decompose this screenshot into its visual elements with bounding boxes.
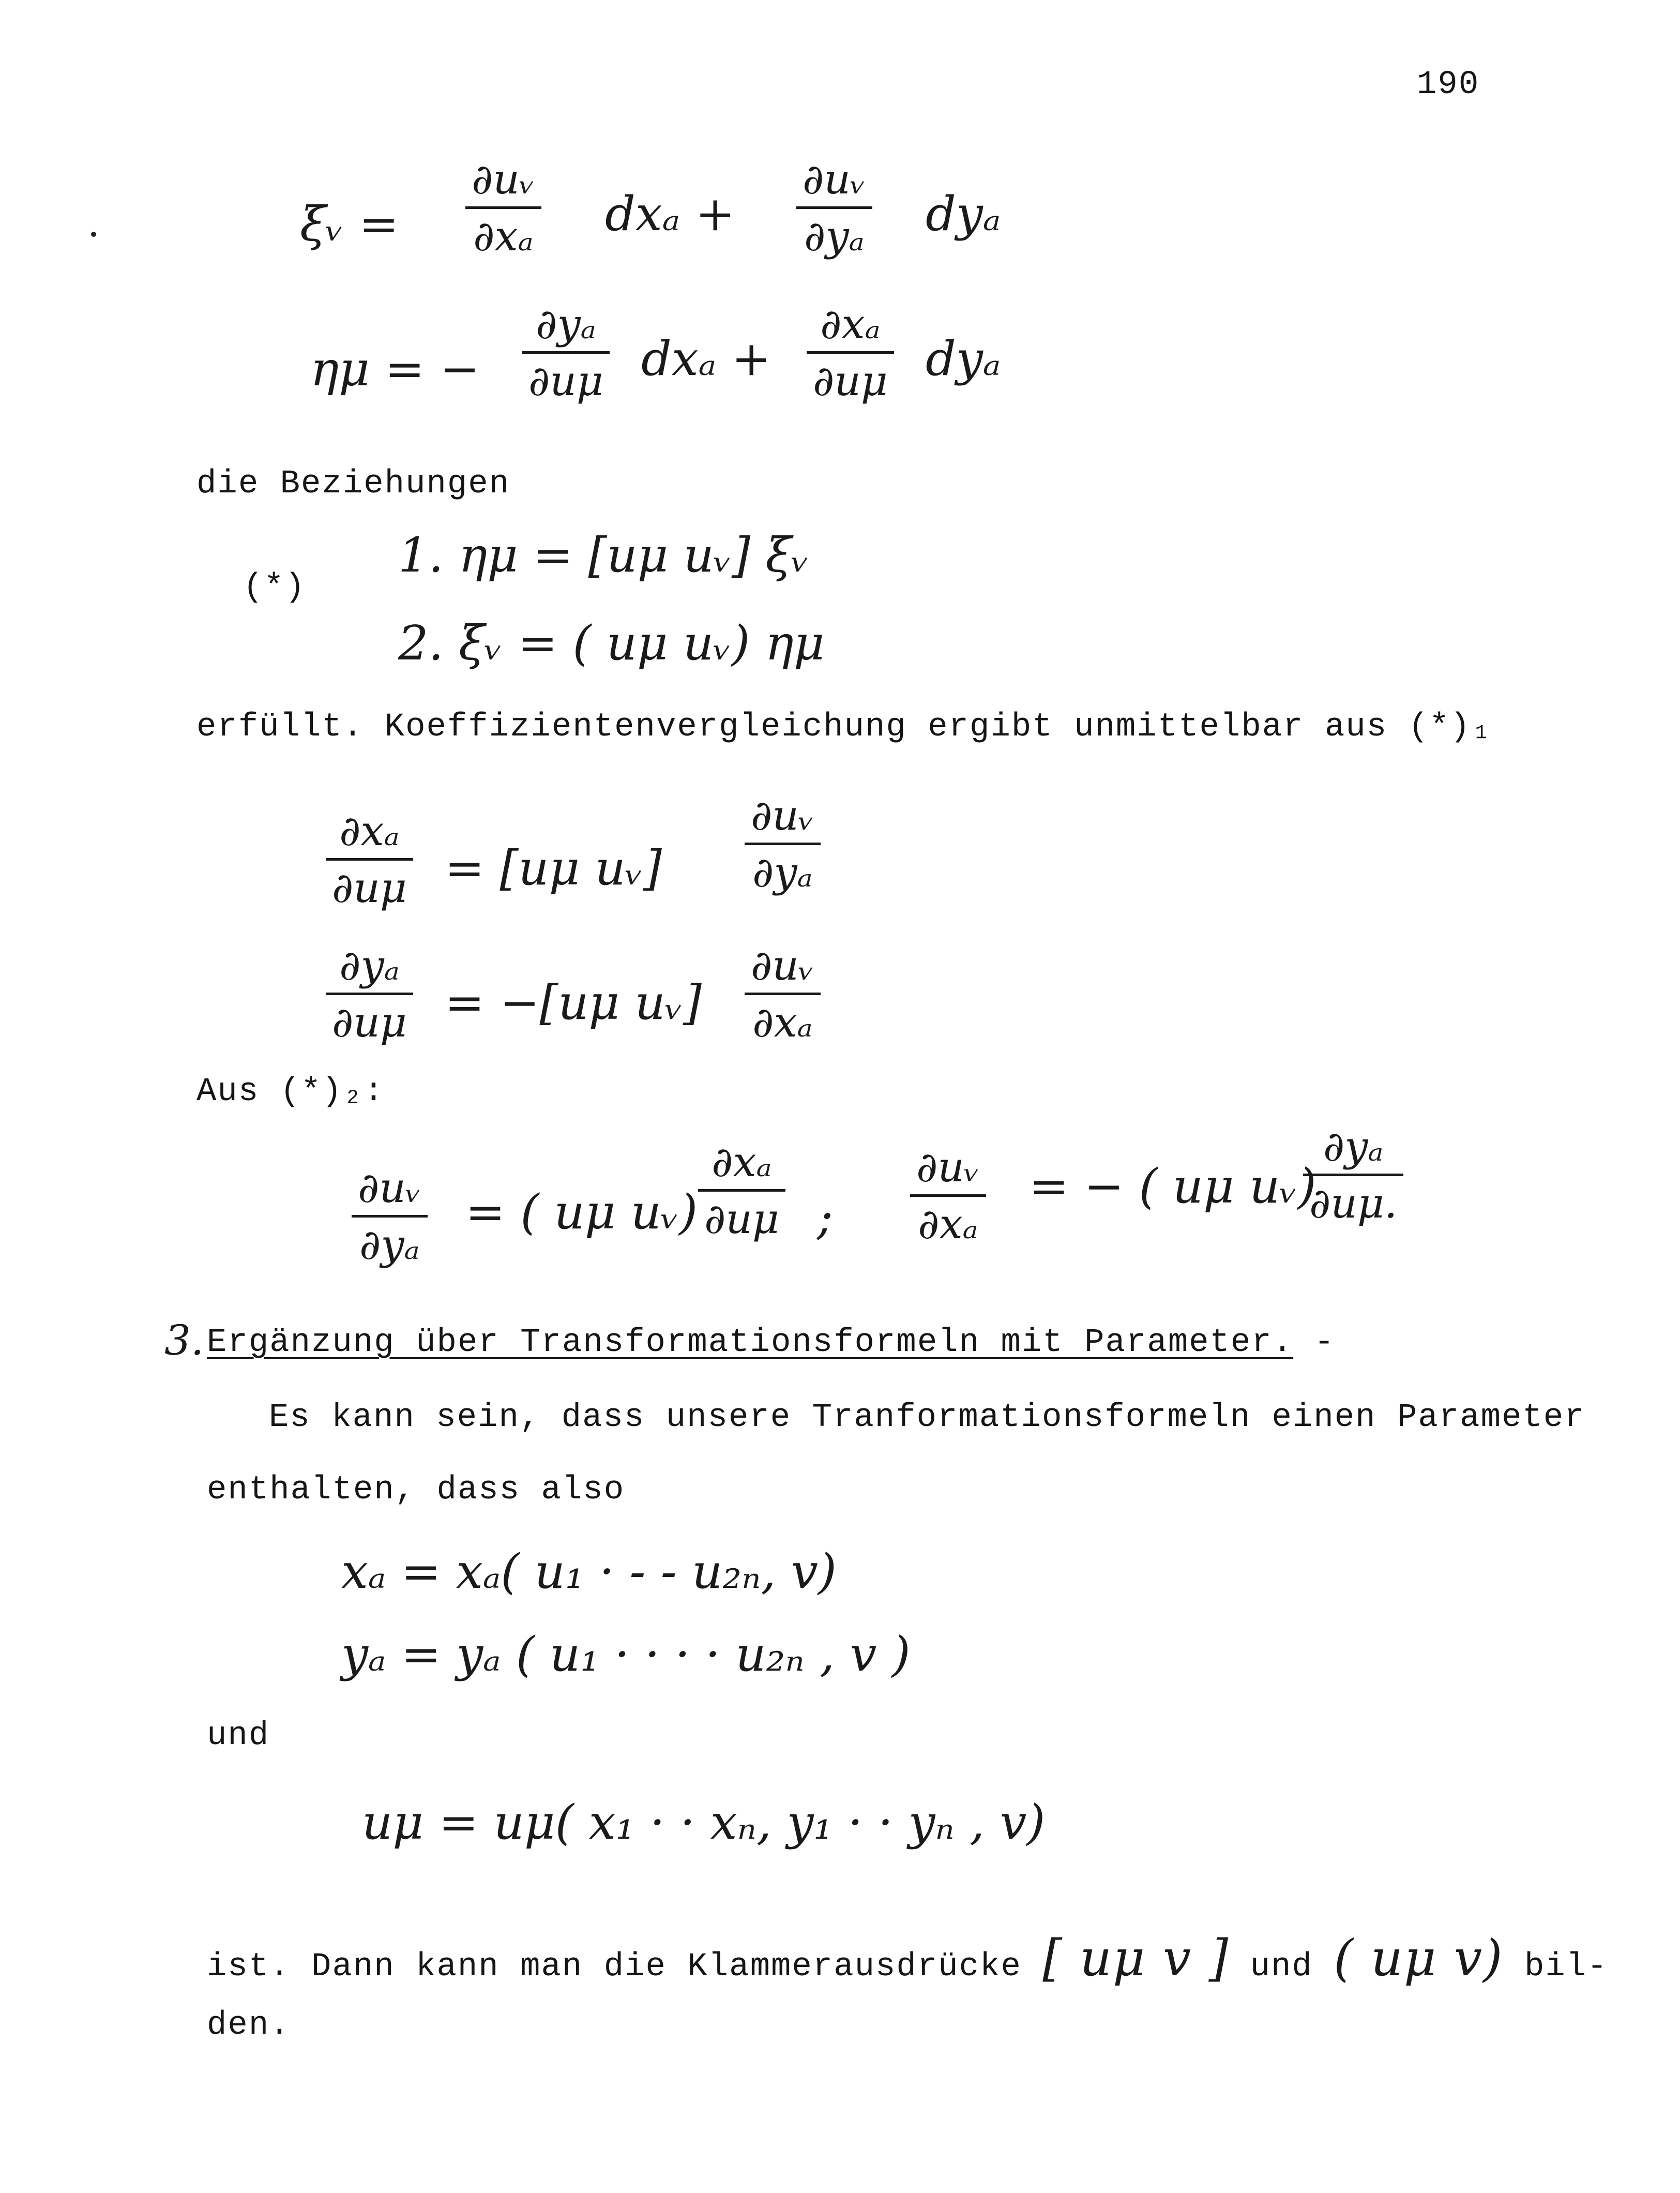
xi-lhs: ξᵥ = [300,197,399,252]
xi-t2-denominator: ∂yₐ [804,212,865,260]
coef2-middle: = −[uμ uᵥ] [445,975,702,1030]
eta-t1-numerator: ∂yₐ [536,300,596,348]
text-beziehungen: die Beziehungen [196,465,510,503]
aus2-lden: ∂xₐ [918,1200,978,1248]
section-dash: - [1293,1324,1335,1361]
eta-term1-fraction [522,300,610,405]
bracket-expression-2: ( uμ v) [1334,1929,1504,1987]
section-title-line [207,1324,1335,1361]
aus1-end: ; [817,1190,833,1245]
eta-t1-multiplier: dxₐ + [641,331,771,386]
stray-dot [91,232,96,237]
coef1-middle: = [uμ uᵥ] [445,840,662,896]
coef2-left-fraction [326,941,413,1046]
eta-t2-denominator: ∂uμ [813,357,888,405]
section-title: Ergänzung über Transformationsformeln mit Parameter. [207,1324,1294,1361]
param-equation-3: uμ = uμ( x₁ · · xₙ, y₁ · · yₙ , v) [362,1795,1046,1850]
star-label: (*) [243,569,306,606]
text-erfuellt: erfüllt. Koeffizientenvergleichung ergibt unmittelbar aus (*)₁ [196,709,1492,746]
eta-term2-fraction [807,300,894,405]
aus2-middle: = − ( uμ uᵥ) [1029,1159,1316,1214]
section-number: 3. [164,1316,204,1364]
aus1-right-fraction [698,1138,785,1243]
aus1-rnum: ∂xₐ [712,1138,772,1186]
para2-line2: den. [207,2007,291,2044]
coef2-lnum: ∂yₐ [339,941,400,989]
xi-t1-numerator: ∂uᵥ [472,155,535,203]
relation-1: 1. ημ = [uμ uᵥ] ξᵥ [398,528,810,583]
text-aus: Aus (*)₂: [196,1073,385,1110]
eta-t2-numerator: ∂xₐ [820,300,881,348]
eta-lhs: ημ = − [310,341,480,397]
para1-line1: Es kann sein, dass unsere Tranformationsformeln einen Parameter [269,1399,1585,1436]
para2-und: und [1250,1948,1313,1986]
aus1-lnum: ∂uᵥ [358,1164,421,1212]
coef1-rnum: ∂uᵥ [751,791,814,839]
xi-t1-multiplier: dxₐ + [605,186,735,242]
aus2-rnum: ∂yₐ [1323,1122,1384,1170]
bracket-expression-1: [ uμ v ] [1042,1929,1230,1987]
relation-2: 2. ξᵥ = ( uμ uᵥ) ημ [398,615,825,671]
aus2-left-fraction [910,1143,986,1248]
coef1-left-fraction [326,807,413,912]
text-und: und [207,1717,270,1754]
coef2-lden: ∂uμ [332,998,407,1046]
coef1-lden: ∂uμ [332,864,407,912]
eta-t2-multiplier: dyₐ [926,331,1001,386]
coef2-right-fraction [745,941,821,1046]
coef2-rden: ∂xₐ [752,998,813,1046]
xi-t1-denominator: ∂xₐ [473,212,534,260]
para2-post: bil- [1524,1948,1608,1986]
coef1-rden: ∂yₐ [752,848,813,896]
xi-t2-numerator: ∂uᵥ [803,155,866,203]
aus1-middle: = ( uμ uᵥ) [465,1184,698,1240]
coef1-right-fraction [745,791,821,896]
aus1-rden: ∂uμ [704,1195,779,1243]
aus1-lden: ∂yₐ [359,1221,420,1269]
xi-term1-fraction [465,155,541,260]
para2-pre: ist. Dann kann man die Klammerausdrücke [207,1948,1022,1986]
aus2-rden: ∂uμ. [1309,1179,1398,1227]
xi-t2-multiplier: dyₐ [926,186,1001,242]
para2-line1 [207,1929,1608,1987]
aus2-right-fraction [1303,1122,1403,1227]
param-equation-1: xₐ = xₐ( u₁ · - - u₂ₙ, v) [341,1544,837,1599]
xi-term2-fraction [796,155,872,260]
page-number: 190 [1417,66,1480,103]
coef2-rnum: ∂uᵥ [751,941,814,989]
aus1-left-fraction [352,1164,428,1269]
aus2-lnum: ∂uᵥ [916,1143,980,1191]
para1-line2: enthalten, dass also [207,1471,625,1509]
param-equation-2: yₐ = yₐ ( u₁ · · · · u₂ₙ , v ) [341,1627,911,1682]
coef1-lnum: ∂xₐ [339,807,400,855]
eta-t1-denominator: ∂uμ [528,357,603,405]
